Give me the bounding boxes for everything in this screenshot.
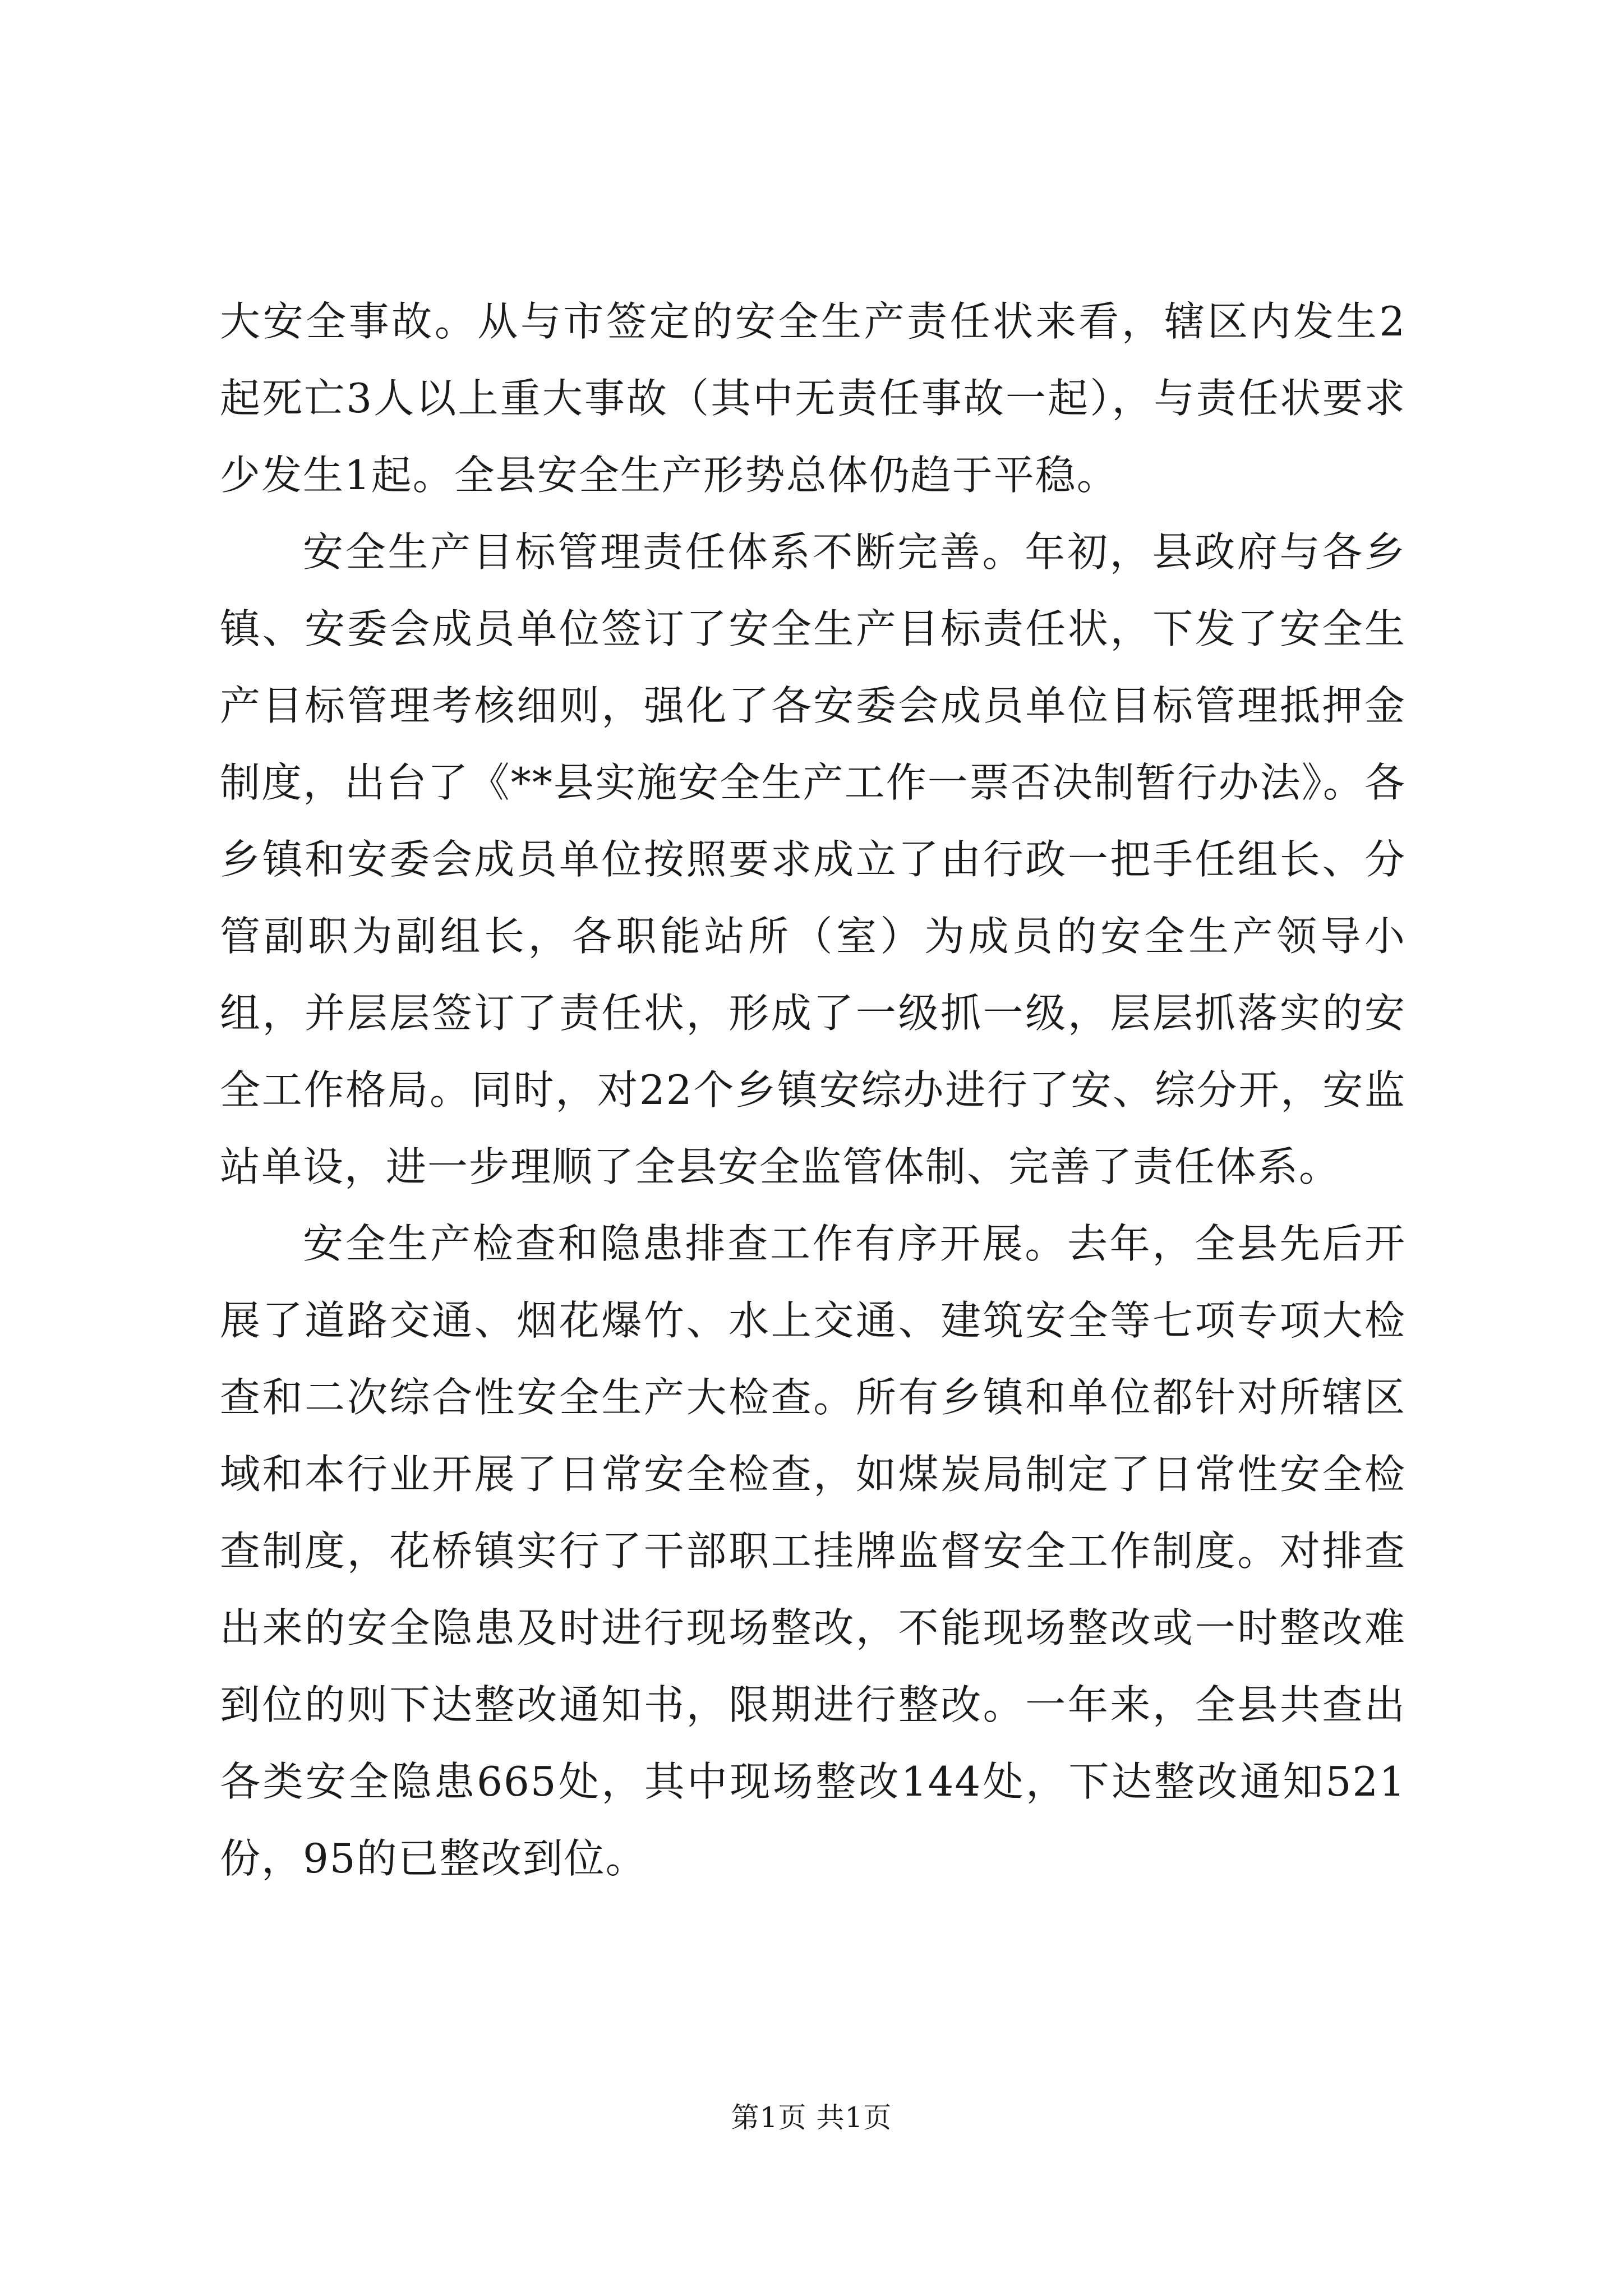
paragraph-continuation: 大安全事故。从与市签定的安全生产责任状来看，辖区内发生2起死亡3人以上重大事故（其中无责任事故一起），与责任状要求少发生1起。全县安全生产形势总体仍趋于平稳。	[220, 298, 1406, 499]
document-body	[220, 283, 1406, 1897]
page-footer: 第1页 共1页	[731, 2101, 892, 2134]
paragraph-safety-inspection: 安全生产检查和隐患排查工作有序开展。去年，全县先后开展了道路交通、烟花爆竹、水上交通、建筑安全等七项专项大检查和二次综合性安全生产大检查。所有乡镇和单位都针对所辖区域和本行业开展了日常安全检查，如煤炭局制定了日常性安全检查制度，花桥镇实行了干部职工挂牌监督安全工作制度。对排查出来的安全隐患及时进行现场整改，不能现场整改或一时整改难到位的则下达整改通知书，限期进行整改。一年来，全县共查出各类安全隐患665处，其中现场整改144处，下达整改通知521份，95的已整改到位。	[220, 1220, 1406, 1882]
paragraph-target-management: 安全生产目标管理责任体系不断完善。年初，县政府与各乡镇、安委会成员单位签订了安全生产目标责任状，下发了安全生产目标管理考核细则，强化了各安委会成员单位目标管理抵押金制度，出台了《**县实施安全生产工作一票否决制暂行办法》。各乡镇和安委会成员单位按照要求成立了由行政一把手任组长、分管副职为副组长，各职能站所（室）为成员的安全生产领导小组，并层层签订了责任状，形成了一级抓一级，层层抓落实的安全工作格局。同时，对22个乡镇安综办进行了安、综分开，安监站单设，进一步理顺了全县安全监管体制、完善了责任体系。	[220, 528, 1406, 1190]
